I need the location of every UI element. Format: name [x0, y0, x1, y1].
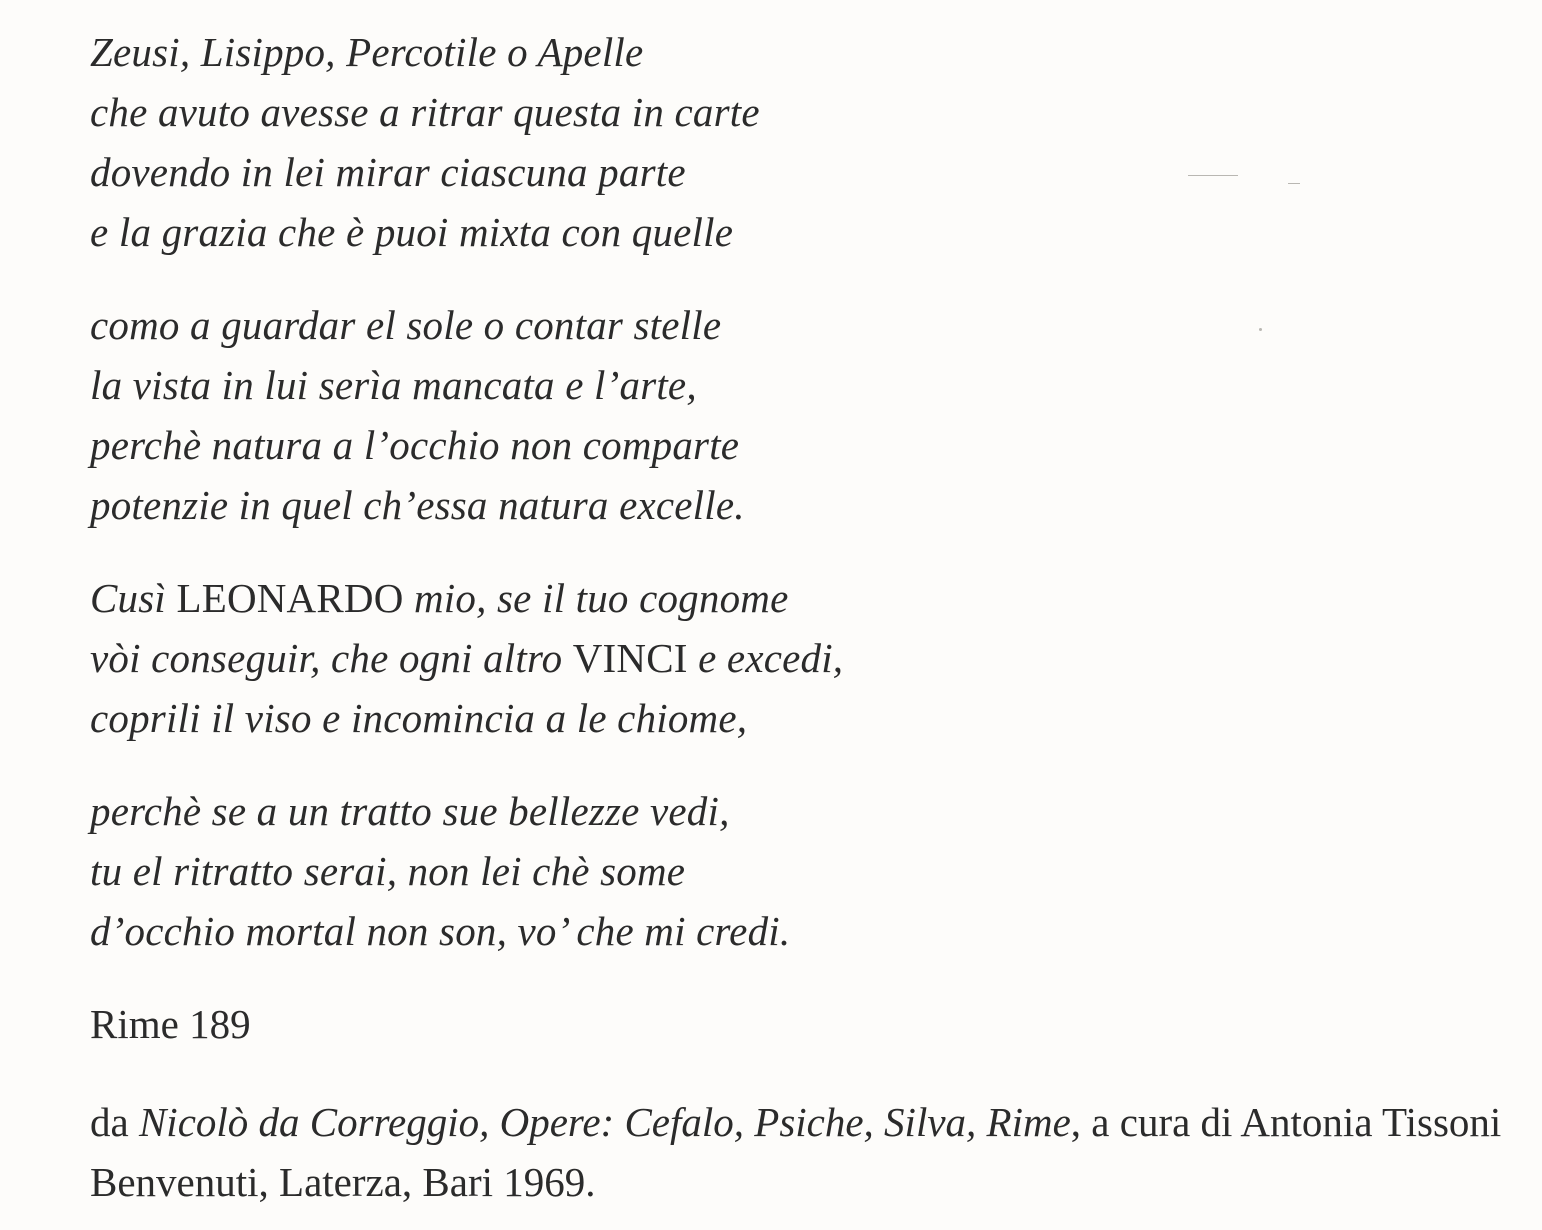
scan-speck: [1259, 328, 1262, 331]
poem-line: la vista in lui serìa mancata e l’arte,: [90, 362, 697, 408]
poem-line: como a guardar el sole o contar stelle: [90, 302, 722, 348]
citation-prefix: da: [90, 1099, 139, 1145]
poem-text: mio, se il tuo cognome: [403, 575, 789, 621]
poem-line: d’occhio mortal non son, vo’ che mi credi.: [90, 908, 791, 954]
source-label: Rime 189: [90, 1001, 251, 1047]
poem-line: [90, 568, 1510, 628]
stanza-2: [90, 295, 1510, 535]
name-leonardo: LEONARDO: [176, 575, 404, 621]
poem-line: Zeusi, Lisippo, Percotile o Apelle: [90, 29, 644, 75]
stanza-1: [90, 22, 1510, 262]
poem-line: [90, 628, 1510, 688]
scan-speck: [1188, 175, 1238, 176]
citation: [90, 1092, 1510, 1212]
poem-line: perchè se a un tratto sue bellezze vedi,: [90, 788, 730, 834]
poem-text: vòi conseguir, che ogni altro: [90, 635, 573, 681]
poem-line: dovendo in lei mirar ciascuna parte: [90, 149, 686, 195]
poem-line: potenzie in quel ch’essa natura excelle.: [90, 482, 745, 528]
citation-title: Nicolò da Correggio, Opere: Cefalo, Psiche, Silva, Rime: [138, 1099, 1071, 1145]
poem-page: [90, 22, 1510, 1212]
poem-line: tu el ritratto serai, non lei chè some: [90, 848, 686, 894]
poem-line: coprili il viso e incomincia a le chiome,: [90, 695, 748, 741]
scan-speck: [1288, 183, 1300, 184]
stanza-3: [90, 568, 1510, 748]
citation-rest: , a cura di Antonia Tissoni Benvenuti, Laterza, Bari 1969.: [90, 1099, 1502, 1205]
name-vinci: VINCI: [572, 635, 688, 681]
poem-text: e excedi,: [687, 635, 844, 681]
poem-line: e la grazia che è puoi mixta con quelle: [90, 209, 734, 255]
poem-line: perchè natura a l’occhio non comparte: [90, 422, 740, 468]
stanza-4: [90, 781, 1510, 961]
poem-line: che avuto avesse a ritrar questa in carte: [90, 89, 760, 135]
poem-text: Cusì: [90, 575, 177, 621]
